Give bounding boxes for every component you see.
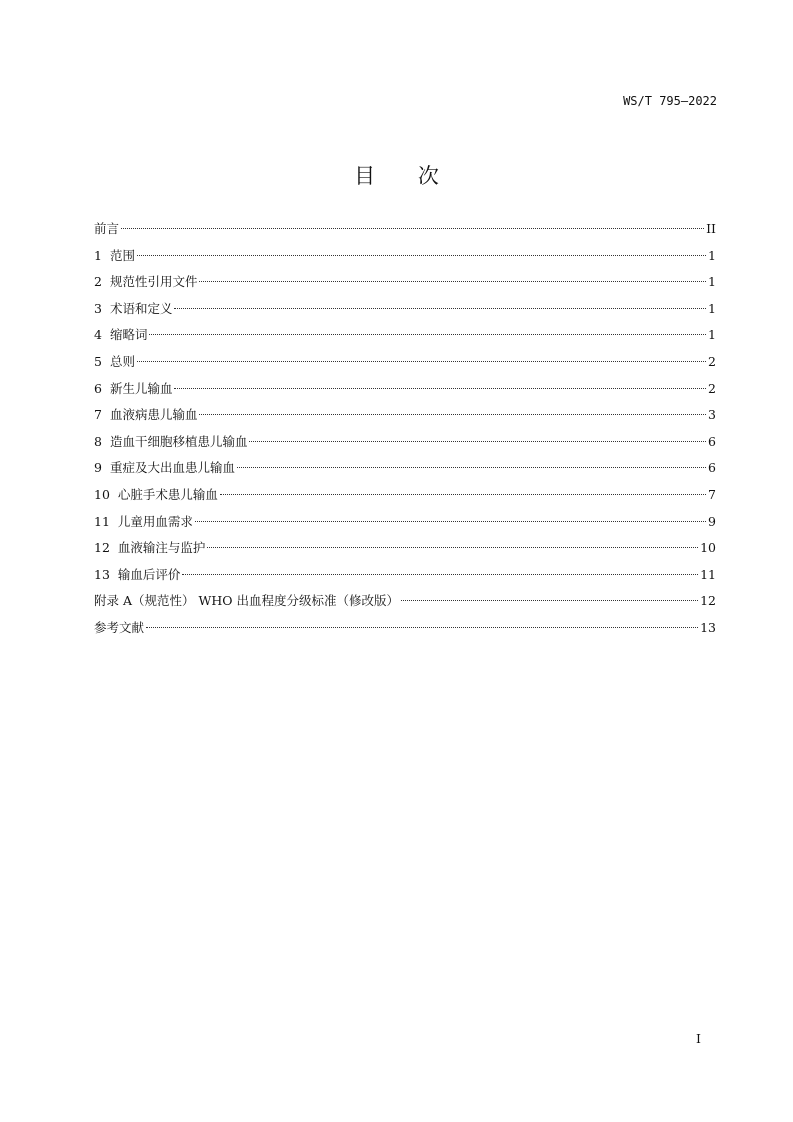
toc-entry-label: 血液输注与监护 <box>117 540 206 556</box>
toc-entry-label: 范围 <box>109 247 135 263</box>
toc-dot-leader <box>121 228 704 229</box>
toc-entry-label: 附录 A（规范性） WHO 出血程度分级标准（修改版） <box>94 593 399 609</box>
toc-entry-page: 6 <box>708 460 716 476</box>
toc-entry-number: 10 <box>94 486 110 502</box>
toc-dot-leader <box>237 467 706 468</box>
toc-dot-leader <box>146 627 698 628</box>
toc-dot-leader <box>137 255 706 256</box>
toc-entry-page: 1 <box>708 247 716 263</box>
toc-dot-leader <box>207 547 698 548</box>
toc-dot-leader <box>174 388 706 389</box>
toc-entry-page: 3 <box>708 407 716 423</box>
toc-entry-number: 7 <box>94 407 102 423</box>
toc-entry-label: 规范性引用文件 <box>109 274 198 290</box>
toc-entry-page: 1 <box>708 274 716 290</box>
toc-entry-number: 9 <box>94 460 102 476</box>
toc-entry-label: 前言 <box>94 221 120 236</box>
toc-entry-page: 1 <box>708 327 716 343</box>
toc-entry[interactable] <box>94 246 716 273</box>
toc-entry-number: 2 <box>94 274 102 290</box>
toc-entry[interactable] <box>94 405 716 432</box>
toc-entry-number: 3 <box>94 300 102 316</box>
toc-entry-page: 9 <box>708 513 716 529</box>
toc-entry-label: 缩略词 <box>109 327 148 343</box>
toc-entry-page: 2 <box>708 353 716 369</box>
toc-entry-number: 1 <box>94 247 102 263</box>
toc-entry-page: 2 <box>708 380 716 396</box>
toc-dot-leader <box>220 494 706 495</box>
toc-dot-leader <box>249 441 706 442</box>
toc-entry-label: 术语和定义 <box>109 300 173 316</box>
toc-entry-number: 11 <box>94 513 110 529</box>
toc-entry-label: 重症及大出血患儿输血 <box>109 460 235 476</box>
toc-entry[interactable] <box>94 485 716 512</box>
toc-entry[interactable] <box>94 325 716 352</box>
toc-entry-label: 新生儿输血 <box>109 380 173 396</box>
toc-entry-page: 1 <box>708 300 716 316</box>
toc-entry[interactable] <box>94 538 716 565</box>
toc-entry-number: 4 <box>94 327 102 343</box>
toc-entry-label: 儿童用血需求 <box>117 513 193 529</box>
page-title: 目 次 <box>354 164 457 188</box>
toc-dot-leader <box>137 361 706 362</box>
toc-entry[interactable] <box>94 591 716 618</box>
toc-entry[interactable] <box>94 379 716 406</box>
toc-entry-number: 8 <box>94 433 102 449</box>
toc-entry-label: 造血干细胞移植患儿输血 <box>109 433 248 449</box>
toc-entry-label: 总则 <box>109 353 135 369</box>
toc-entry-page: 10 <box>700 540 716 556</box>
toc-entry-label: 参考文献 <box>94 619 145 635</box>
toc-entry-page: II <box>706 221 716 236</box>
toc-dot-leader <box>182 574 698 575</box>
toc-entry-page: 12 <box>700 593 716 609</box>
toc-entry[interactable] <box>94 432 716 459</box>
toc-dot-leader <box>199 281 706 282</box>
toc-dot-leader <box>195 521 706 522</box>
page-number: I <box>696 1031 701 1046</box>
toc-entry-number: 13 <box>94 566 110 582</box>
toc-dot-leader <box>149 334 706 335</box>
toc-entry-number: 5 <box>94 353 102 369</box>
toc-entry[interactable] <box>94 272 716 299</box>
toc-entry[interactable] <box>94 512 716 539</box>
toc-entry-page: 7 <box>708 486 716 502</box>
toc-dot-leader <box>401 600 698 601</box>
toc-entry-page: 6 <box>708 433 716 449</box>
toc-entry-label: 血液病患儿输血 <box>109 407 198 423</box>
table-of-contents <box>94 219 716 645</box>
toc-entry-number: 12 <box>94 540 110 556</box>
standard-code: WS/T 795—2022 <box>623 94 717 108</box>
toc-entry-label: 心脏手术患儿输血 <box>117 486 218 502</box>
toc-entry[interactable] <box>94 458 716 485</box>
toc-dot-leader <box>199 414 706 415</box>
toc-entry[interactable] <box>94 618 716 645</box>
toc-entry[interactable] <box>94 299 716 326</box>
toc-entry-label: 输血后评价 <box>117 566 181 582</box>
toc-entry-page: 13 <box>700 619 716 635</box>
toc-entry[interactable] <box>94 219 716 246</box>
toc-entry[interactable] <box>94 565 716 592</box>
toc-entry-number: 6 <box>94 380 102 396</box>
toc-dot-leader <box>174 308 706 309</box>
toc-entry-page: 11 <box>700 566 716 582</box>
toc-entry[interactable] <box>94 352 716 379</box>
